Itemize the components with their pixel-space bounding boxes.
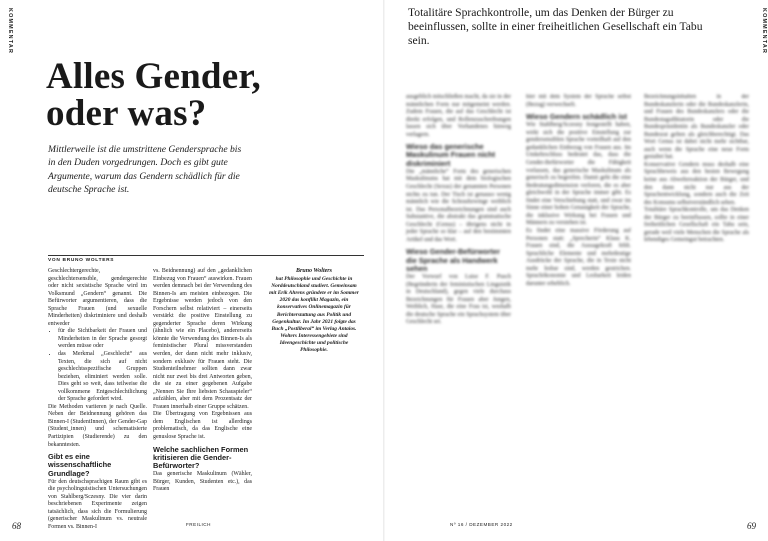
list-item: • das Merkmal „Geschlecht“ aus Texten, die sich auf nicht geschlechtsspezifische Gruppen beziehen, eliminiert werden solle. Dies geht so weit, dass teilweise die vollkommene Entgeschlechtlichung der Sprache gefordert wird. [58,351,147,404]
title-line-1: Alles Gender, [46,56,262,97]
article-title [46,58,261,132]
pull-quote: Totalitäre Sprachkontrolle, um das Denken der Bürger zu beeinflussen, sollte in einer freiheitlichen Gesellschaft ein Tabu sein. [408,6,703,47]
paragraph: vs. Beidnennung) auf den „gedanklichen Einbezug von Frauen“ auswirken. Frauen werden demnach bei der Verwendung des Binnen-Is am meisten einbezogen. Die Ergebnisse werden jedoch von den Forschern selbst relativiert – einerseits verstärkt die positive Einstellung zu gegenderter Sprache deren Wirkung (ähnlich wie ein Placebo), andererseits könnte die Verwendung des Binnen-Is als feministischer Plural missverstanden werden, der dann nicht mehr inklusiv, sondern exklusiv für Frauen steht. Die Studienteilnehmer sollten dann zwar nicht nur zwei bis drei Antworten geben, die sie zu einer gegebenen Aufgabe „Nennen Sie Ihre liebsten Schauspieler“ aufzählen, aber mit dem Prozentsatz der Frauen innerhalb einer Gruppe schätzen. [153,268,252,410]
byline: VON BRUNO WOLTERS [48,255,364,263]
section-heading: Wieso das generische Maskulinum Frauen nicht diskriminiert [406,142,496,168]
paragraph: Totalitäre Sprachkontrolle, um das Denken der Bürger zu beeinflussen, sollte in einer freiheitlichen Gesellschaft ein Tabu sein, gerade weil viele Menschen die Sprache als lebendiges Gemeingut betrachten. [644,207,749,244]
blurred-column-3 [644,94,749,245]
body-column-2 [153,268,252,494]
right-page [384,0,768,541]
paragraph: Bezeichnungsinhalten in der Bundeskanzlerin oder die Bundeskanzlerin, und Frauen des Bundeskanzlers oder die Bundestagsdiktatorin oder die Bundespräsidentin als Bundeskanzler oder Bundesrat gelten als gleichberechtigt. Das Wort Genus ist dabei nicht mehr sichtbar, auch wenn die Sprache eine neue Form gestaltet hat. [644,94,749,161]
section-heading: Welche sachlichen Formen kritisieren die Gender-Befürworter? [153,444,249,470]
paragraph: ausgeblich mitschließen macht, da sie in der männlichen Form nur mitgemeint werden. Zudem Frauen, die auf das Geschlecht ist direkt erfolgen, und Rollenzuschreibungen lassen sich über Vorhandenes hinweg verlagern. [406,94,511,138]
section-heading: Wieso Gender-Befürworter die Sprache als Handwerk sehen [406,247,500,273]
section-heading: Wieso Gendern schädlich ist [526,112,627,122]
footer-magazine: FREILICH [186,522,211,527]
paragraph: Konservative Gendern muss deshalb eine Sprachbeweis aus den besten Bewegung keine aus Abwehrreaktion der Bürger, und den dann nicht nur aus der Sprachentwicklung, sondern auch die Zeit des Konsums selbstverständlich sehen. [644,161,749,206]
footer-issue: Nº 16 / DEZEMBER 2022 [450,522,513,527]
author-bio [268,268,360,354]
body-column-1 [48,268,147,532]
paragraph: Der Vorwurf von Luise F. Pusch (Begründerin der feministischen Linguistik in Deutschland), gegen viele durchaus Bezeichnungen für Frauen aber Jungen, Weiblich, Hase, die eine Frau ist, weshalb die deutsche Sprache ein Sprachsystem über Geschlecht sei. [406,273,511,326]
blurred-column-2 [526,94,631,288]
page-number-left: 68 [12,521,21,531]
paragraph: Wie Stahlberg/Sczesny festgestellt haben, wirkt sich die positive Einstellung zur gendersensiblen Sprache vorteilhaft auf den gedanklichen Einbezug von Frauen aus. Im Umkehrschluss bedeutet das, dass die Gender-Befürworter die Fähigkeit vorlassen, das generische Maskulinum als generisch zu begreifen. Damit geht die eine Bedeutungsdimension verloren, die es aber gleichwohl in der Sprache immer gibt. Es findet eine Verschiebung statt, und zwar im Sinne einer hohen Genauigkeit der Sprache, die inklusive Wirkung bei Frauen und Männern zu verstehen ist. [526,122,631,227]
author-bio-text: hat Philosophie und Geschichte in Norddeutschland studiert. Gemeinsam mit Erik Ahrens gründete er im Sommer 2020 das konflikt Magazin, ein konservatives Onlinemagazin für Berichterstattung aus Politik und Gegenkultur. Im Jahr 2021 folgte das Buch „Postliberal“ im Verlag Antaios. Wolters Interessengebiete sind Ideengeschichte und politische Philosophie. [269,276,359,354]
section-rubric-left: KOMMENTAR [7,8,13,55]
paragraph: Die „männliche“ Form des generischen Maskulinums hat mit dem biologischen Geschlecht (Sexus) der genannten Personen nichts zu tun. Der Tisch ist genauso wenig männlich wie die Schraubzwinge weiblich ist. Das Personalbezeichnungen sind auch Substantive, die abstrakt das grammatische Geschlecht (Genus) – übrigens nicht in jeder Sprache so klar – auf den bestimmten Artikel und das Wort. [406,168,511,243]
paragraph: Die Methoden variieren je nach Quelle. Neben der Beidnennung gehören das Binnen-I (StudentInnen), der Gender-Gap (Student_innen) und schematisierte Partizipien (Studierende) zu den bekanntesten. [48,403,147,448]
blurred-column-1 [406,94,511,327]
author-name: Bruno Wolters [296,268,332,274]
bullet-list [48,328,147,403]
section-heading: Gibt es eine wissenschaftliche Grundlage? [48,452,112,478]
page-number-right: 69 [747,521,756,531]
title-line-2: oder was? [46,93,207,134]
paragraph: Für den deutschsprachigen Raum gibt es die psycholinguistischen Untersuchungen von Stahlberg/Sczesny. Die vier darin beschriebenen Experimente zeigen tatsächlich, dass sich die Formulierung (generischer Maskulinum vs. neutrale Formen vs. Binnen-I [48,478,147,531]
paragraph: Es findet eine massive Förderung auf Personen statt: „Sprecherin“ Klaus K. Frauen sind, die Aussagekraft fehlt. Sprachliche Elemente und mehrdeutige Ausdrücke der Sprache, die in Texte nicht mehr lesbar sind, werden gestrichen. Sprachökonomie und Lesbarkeit leiden darunter erheblich. [526,227,631,287]
article-lead: Mittlerweile ist die umstrittene Gendersprache bis in den Duden vorgedrungen. Doch es gibt gute Argumente, warum das Gendern schädlich für die deutsche Sprache ist. [48,144,242,196]
paragraph: Das generische Maskulinum (Wähler, Bürger, Kunden, Studenten etc.), das Frauen [153,471,252,493]
paragraph: Geschlechtergerechte, geschlechtersensible, gendergerechte oder nicht sexistische Sprache wird im Volksmund „Gendern“ genannt. Die Befürworter argumentieren, dass die Sprache Frauen (und sexuelle Minderheiten) diskriminiere und deshalb entweder [48,268,147,327]
paragraph: hier mit dem System der Sprache selbst (Bezug) verwechselt. [526,94,631,108]
list-item: • für die Sichtbarkeit der Frauen und Minderheiten in der Sprache gesorgt werden müsse oder [58,328,147,351]
paragraph: Die Übertragung von Ergebnissen aus dem Englischen ist allerdings problematisch, da das Englische eine genuslose Sprache ist. [153,411,252,441]
section-rubric-right: KOMMENTAR [761,8,767,55]
